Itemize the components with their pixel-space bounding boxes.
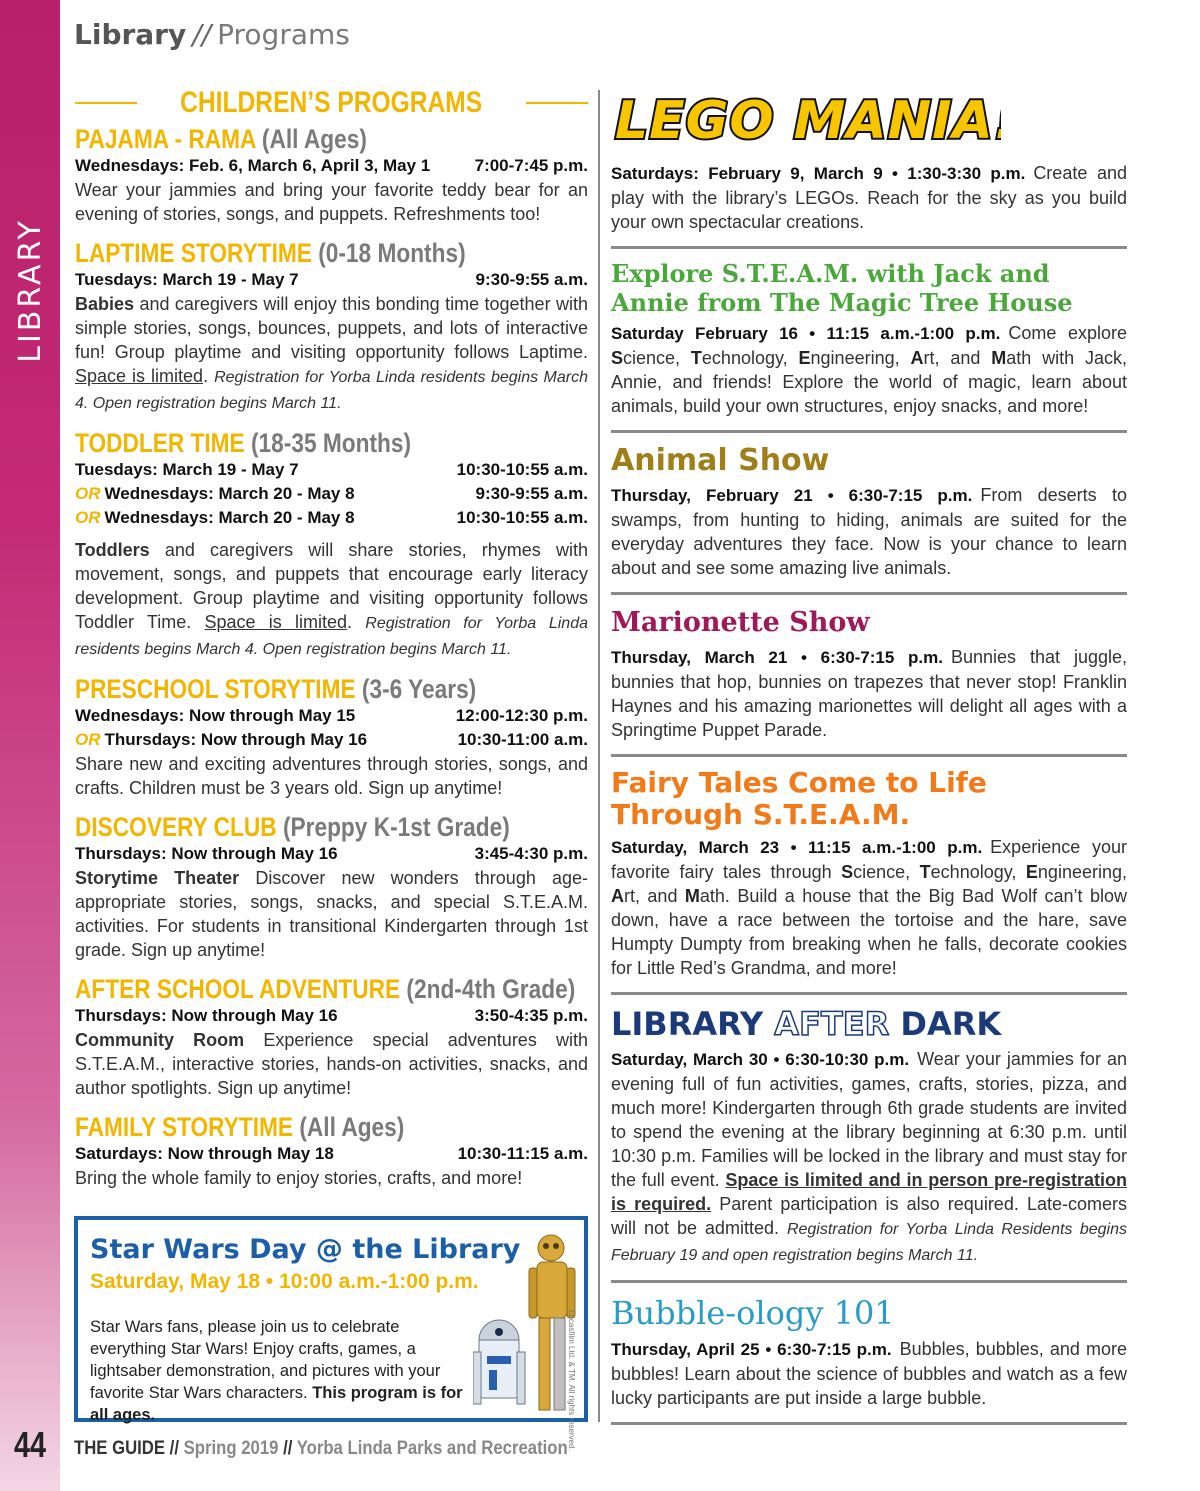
program-schedule: Wednesdays: Feb. 6, March 6, April 3, May 1 7:00-7:45 p.m. (75, 156, 588, 175)
lego-description: Saturdays: February 9, March 9 • 1:30-3:30 p.m. Create and play with the library’s LEGOs. Reach for the sky as you build your own spectacular creations. (611, 163, 1127, 232)
star-wars-credit: Lucasfilm Ltd. & TM. All rights reserved. (567, 1310, 576, 1451)
program-schedule: Tuesdays: March 19 - May 7 10:30-10:55 a.m. (75, 460, 588, 479)
column-divider (598, 90, 600, 1422)
program-schedule: OR Wednesdays: March 20 - May 8 9:30-9:55 a.m. (75, 484, 588, 503)
lego-mania-section (611, 88, 1127, 249)
program-title: DISCOVERY CLUB (Preppy K-1st Grade) (75, 812, 510, 842)
program-schedule: Thursdays: Now through May 16 3:50-4:35 p.m. (75, 1006, 588, 1025)
program-description: Wear your jammies and bring your favorite teddy bear for an evening of stories, songs, and puppets. Refreshments too! (75, 180, 588, 224)
lego-mania-logo (611, 88, 1001, 150)
steam-section (611, 259, 1127, 433)
sidebar (0, 0, 60, 1491)
star-wars-description: Star Wars fans, please join us to celebrate everything Star Wars! Enjoy crafts, games, a lightsaber demonstration, and pictures with your favorite Star Wars characters. This program is for all ages. (90, 1318, 463, 1424)
animal-show-description: Thursday, February 21 • 6:30-7:15 p.m. From deserts to swamps, from hunting to hiding, animals are suited for the everyday adventures they face. Now is your chance to learn about and see some amazing live animals. (611, 485, 1127, 578)
program-title: TODDLER TIME (18-35 Months) (75, 428, 412, 458)
program-title: LAPTIME STORYTIME (0-18 Months) (75, 238, 466, 268)
program-title: PRESCHOOL STORYTIME (3-6 Years) (75, 674, 477, 704)
program-item (75, 238, 588, 416)
left-column (75, 86, 588, 1202)
program-item (75, 974, 588, 1100)
steam-title: Explore S.T.E.A.M. with Jack and Annie from The Magic Tree House (611, 259, 1073, 317)
program-item (75, 124, 588, 226)
marionette-show-description: Thursday, March 21 • 6:30-7:15 p.m. Bunnies that juggle, bunnies that hop, bunnies on trapezes that never stop! Franklin Haynes and his amazing marionettes will delight all ages with a Springtime Puppet Parade. (611, 647, 1127, 740)
program-description: Bring the whole family to enjoy stories, crafts, and more! (75, 1168, 523, 1188)
animal-show-title: Animal Show (611, 443, 830, 478)
steam-description: Saturday February 16 • 11:15 a.m.-1:00 p.m. Come explore Science, Technology, Engineering, Art, and Math with Jack, Annie, and friends! Explore the world of magic, learn about animals, build your own structures, enjoy snacks, and more! (611, 323, 1128, 416)
breadcrumb (74, 18, 350, 51)
program-title: FAMILY STORYTIME (All Ages) (75, 1112, 405, 1142)
program-schedule: Saturdays: Now through May 18 10:30-11:15 a.m. (75, 1144, 588, 1163)
library-after-dark-description: Saturday, March 30 • 6:30-10:30 p.m. Wear your jammies for an evening full of fun activities, games, crafts, stories, pizza, and much more! Kindergarten through 6th grade students are invited to spend the evening at the library beginning at 6:30 p.m. until 10:30 p.m. Families will be locked in the library and must stay for the full event. Space is limited and in person pre-registration is required. Parent participation is also required. Late-comers will not be admitted. Registration for Yorba Linda Residents begins February 19 and open registration begins March 11. (611, 1049, 1128, 1264)
animal-show-section (611, 443, 1127, 595)
footer: THE GUIDE // Spring 2019 // Yorba Linda Parks and Recreation (74, 1438, 568, 1459)
program-schedule: OR Wednesdays: March 20 - May 8 10:30-10:55 a.m. (75, 508, 588, 527)
library-after-dark-title: LIBRARY AFTER DARK (611, 1005, 1002, 1043)
breadcrumb-section: Library (74, 18, 187, 51)
program-description: Storytime Theater Discover new wonders through age-appropriate stories, songs, snacks, and special S.T.E.A.M. activities. For students in transitional Kindergarten through 1st grade. Sign up anytime! (75, 868, 588, 960)
bubble-ology-section (611, 1293, 1127, 1425)
program-description: Babies and caregivers will enjoy this bonding time together with simple stories, songs, bounces, puppets, and lots of interactive fun! Group playtime and visiting opportunity follows Laptime. Space is limited. Registration for Yorba Linda residents begins March 4. Open registration begins March 11. (75, 294, 588, 412)
program-list (75, 124, 588, 1190)
bubble-ology-title: Bubble-ology 101 (611, 1294, 895, 1332)
fairy-tales-title: Fairy Tales Come to Life Through S.T.E.A.M. (611, 766, 987, 831)
program-title: PAJAMA - RAMA (All Ages) (75, 124, 367, 154)
breadcrumb-separator: // (192, 18, 212, 51)
star-wars-title: Star Wars Day @ the Library (90, 1234, 521, 1265)
program-schedule: OR Thursdays: Now through May 16 10:30-11:00 a.m. (75, 730, 588, 749)
program-description: Community Room Experience special adventures with S.T.E.A.M., interactive stories, hands-on activities, snacks, and author spotlights. Sign up anytime! (75, 1030, 588, 1098)
program-title: AFTER SCHOOL ADVENTURE (2nd-4th Grade) (75, 974, 576, 1004)
fairy-tales-description: Saturday, March 23 • 11:15 a.m.-1:00 p.m. Experience your favorite fairy tales through Science, Technology, Engineering, Art, and Math. Build a house that the Big Bad Wolf can’t blow down, have a race between the tortoise and the hare, save Humpty Dumpty from breaking when he falls, decorate cookies for Little Red’s Grandma, and more! (611, 837, 1127, 978)
right-column (611, 88, 1127, 1435)
svg-text:LEGO MANIA!: LEGO MANIA! (615, 91, 1001, 150)
program-description: Share new and exciting adventures through stories, songs, and crafts. Children must be 3 years old. Sign up anytime! (75, 754, 588, 798)
program-schedule: Thursdays: Now through May 16 3:45-4:30 p.m. (75, 844, 588, 863)
marionette-show-section (611, 605, 1127, 757)
sidebar-label: LIBRARY (12, 217, 48, 363)
program-item (75, 674, 588, 800)
program-item (75, 812, 588, 962)
program-schedule: Wednesdays: Now through May 15 12:00-12:30 p.m. (75, 706, 588, 725)
library-after-dark-section (611, 1005, 1127, 1283)
program-item (75, 1112, 588, 1190)
marionette-show-title: Marionette Show (611, 607, 870, 638)
star-wars-date: Saturday, May 18 • 10:00 a.m.-1:00 p.m. (90, 1270, 479, 1293)
droids-image (473, 1228, 581, 1418)
page-number: 44 (13, 1424, 47, 1465)
program-schedule: Tuesdays: March 19 - May 7 9:30-9:55 a.m. (75, 270, 588, 289)
section-title: CHILDREN’S PROGRAMS (75, 86, 588, 120)
breadcrumb-subsection: Programs (217, 18, 350, 51)
program-item (75, 428, 588, 662)
program-description: Toddlers and caregivers will share stories, rhymes with movement, songs, and puppets that encourage early literacy development. Group playtime and visiting opportunity follows Toddler Time. Space is limited. Registration for Yorba Linda residents begins March 4. Open registration begins March 11. (75, 540, 588, 658)
bubble-ology-description: Thursday, April 25 • 6:30-7:15 p.m. Bubbles, bubbles, and more bubbles! Learn about the science of bubbles and watch as a few lucky participants are put inside a large bubble. (611, 1339, 1127, 1408)
fairy-tales-section (611, 767, 1127, 995)
